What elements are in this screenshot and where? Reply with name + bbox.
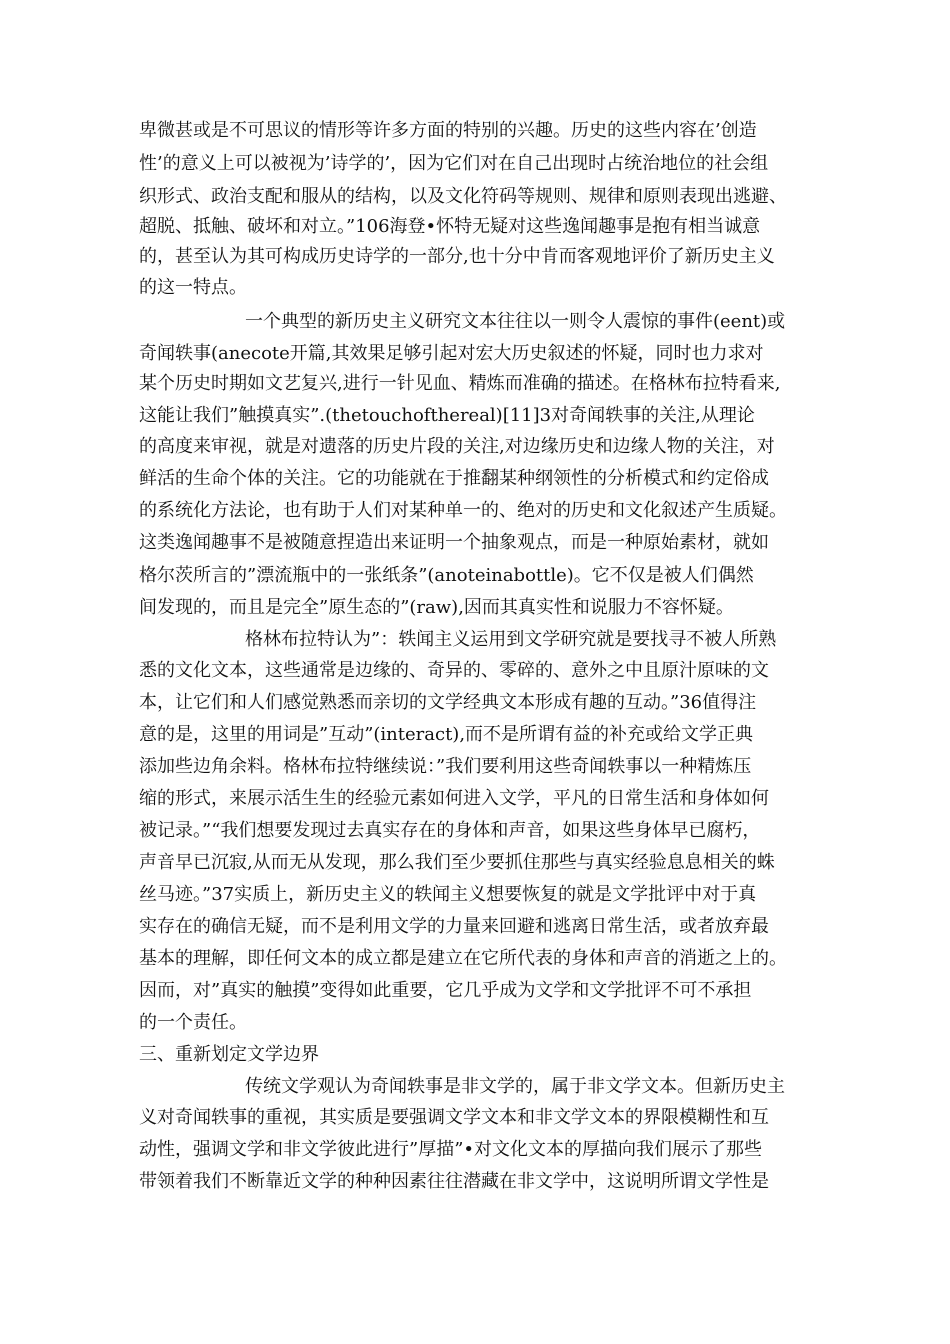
- text-line: 缩的形式，来展示活生生的经验元素如何进入文学，平凡的日常生活和身体如何: [139, 788, 769, 809]
- text-line: 义对奇闻轶事的重视，其实质是要强调文学文本和非文学文本的界限模糊性和互: [139, 1107, 769, 1128]
- text-line: 本，让它们和人们感觉熟悉而亲切的文学经典文本形成有趣的互动。”36值得注: [139, 692, 757, 713]
- text-line: 声音早已沉寂,从而无从发现，那么我们至少要抓住那些与真实经验息息相关的蛛: [139, 852, 775, 873]
- paragraph-first-line: 一个典型的新历史主义研究文本往往以一则令人震惊的事件(eent)或: [245, 311, 786, 332]
- section-heading: 三、重新划定文学边界: [139, 1044, 319, 1065]
- text-line: 间发现的，而且是完全”原生态的”(raw),因而其真实性和说服力不容怀疑。: [139, 597, 734, 618]
- text-line: 被记录。”“我们想要发现过去真实存在的身体和声音，如果这些身体早已腐朽，: [139, 820, 761, 841]
- text-line: 奇闻轶事(anecote开篇,其效果足够引起对宏大历史叙述的怀疑，同时也力求对: [139, 343, 764, 364]
- text-line: 的这一特点。: [139, 277, 247, 298]
- text-line: 超脱、抵触、破坏和对立。”106海登•怀特无疑对这些逸闻趣事是抱有相当诚意: [139, 216, 761, 237]
- text-line: 实存在的确信无疑，而不是利用文学的力量来回避和逃离日常生活，或者放弃最: [139, 916, 769, 937]
- text-line: 因而，对”真实的触摸”变得如此重要，它几乎成为文学和文学批评不可不承担: [139, 980, 752, 1001]
- text-line: 的系统化方法论，也有助于人们对某种单一的、绝对的历史和文化叙述产生质疑。: [139, 500, 787, 521]
- text-line: 格尔茨所言的”漂流瓶中的一张纸条”(anoteinabottle)。它不仅是被人们偶然: [139, 565, 754, 586]
- text-line: 基本的理解，即任何文本的成立都是建立在它所代表的身体和声音的消逝之上的。: [139, 948, 787, 969]
- text-line: 意的是，这里的用词是”互动”(interact),而不是所谓有益的补充或给文学正典: [139, 724, 754, 745]
- text-line: 动性，强调文学和非文学彼此进行”厚描”•对文化文本的厚描向我们展示了那些: [139, 1139, 763, 1160]
- text-line: 的高度来审视，就是对遗落的历史片段的关注,对边缘历史和边缘人物的关注，对: [139, 436, 775, 457]
- paragraph-first-line: 格林布拉特认为”：轶闻主义运用到文学研究就是要找寻不被人所熟: [245, 629, 777, 650]
- text-line: 性’的意义上可以被视为’诗学的’，因为它们对在自己出现时占统治地位的社会组: [139, 153, 769, 174]
- text-line: 织形式、政治支配和服从的结构，以及文化符码等规则、规律和原则表现出逃避、: [139, 186, 787, 207]
- text-line: 的，甚至认为其可构成历史诗学的一部分,也十分中肯而客观地评价了新历史主义: [139, 246, 775, 267]
- text-line: 某个历史时期如文艺复兴,进行一针见血、精炼而准确的描述。在格林布拉特看来,: [139, 373, 781, 394]
- text-line: 这能让我们”触摸真实”.(thetouchofthereal)[11]3对奇闻轶事的关注,从理论: [139, 405, 755, 426]
- text-line: 卑微甚或是不可思议的情形等许多方面的特别的兴趣。历史的这些内容在’创造: [139, 120, 757, 141]
- text-line: 添加些边角余料。格林布拉特继续说：”我们要利用这些奇闻轶事以一种精炼压: [139, 756, 752, 777]
- text-line: 丝马迹。”37实质上，新历史主义的轶闻主义想要恢复的就是文学批评中对于真: [139, 884, 757, 905]
- text-line: 这类逸闻趣事不是被随意捏造出来证明一个抽象观点，而是一种原始素材，就如: [139, 532, 769, 553]
- text-line: 带领着我们不断靠近文学的种种因素往往潜藏在非文学中，这说明所谓文学性是: [139, 1171, 769, 1192]
- paragraph-first-line: 传统文学观认为奇闻轶事是非文学的，属于非文学文本。但新历史主: [245, 1076, 785, 1097]
- text-line: 鲜活的生命个体的关注。它的功能就在于推翻某种纲领性的分析模式和约定俗成: [139, 468, 769, 489]
- text-line: 悉的文化文本，这些通常是边缘的、奇异的、零碎的、意外之中且原汁原味的文: [139, 660, 769, 681]
- text-line: 的一个责任。: [139, 1012, 247, 1033]
